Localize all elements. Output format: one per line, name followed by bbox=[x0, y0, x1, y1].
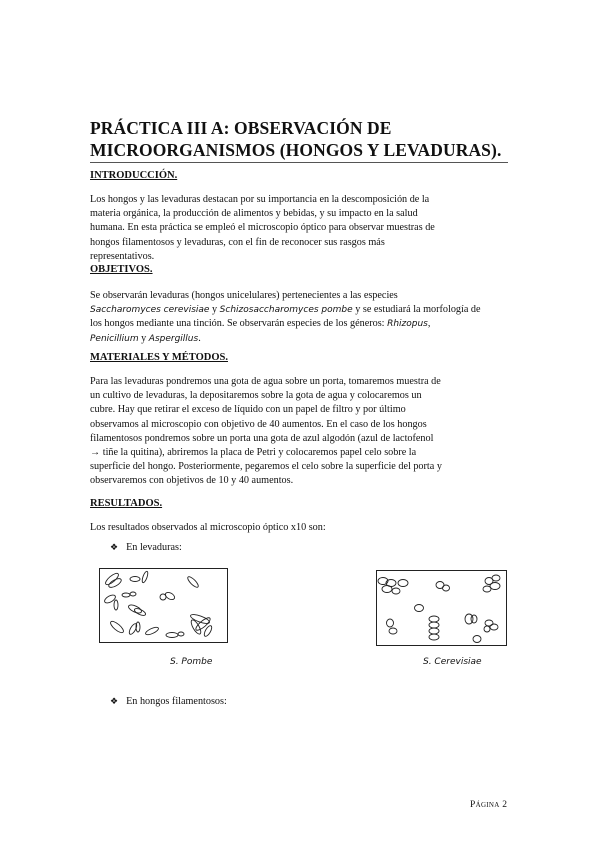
caption-s-cerevisiae: S. Cerevisiae bbox=[423, 657, 482, 667]
genus-name: Rhizopus bbox=[387, 319, 428, 330]
resultados-intro: Los resultados observados al microscopio óptico x10 son: bbox=[90, 522, 326, 533]
bullet-hongos-filamentosos bbox=[110, 696, 227, 707]
bullet-levaduras bbox=[110, 542, 182, 553]
text: y bbox=[209, 304, 220, 316]
text-line: un cultivo de levaduras, la depositaremos sobre la gota de agua y colocaremos un bbox=[90, 390, 422, 402]
text: los hongos mediante una tinción. Se observarán especies de los géneros: bbox=[90, 318, 388, 330]
text: y bbox=[138, 332, 149, 344]
text-line: materia orgánica, la producción de alimentos y bebidas, y su impacto en la salud bbox=[90, 208, 418, 220]
species-name: Saccharomyces cerevisiae bbox=[90, 305, 210, 316]
heading-resultados: RESULTADOS. bbox=[90, 498, 163, 509]
text: y se estudiará la morfología de bbox=[352, 304, 481, 316]
genus-name: Penicillium bbox=[90, 333, 139, 344]
text-line: Se observarán levaduras (hongos unicelulares) pertenecientes a las especies bbox=[90, 290, 398, 301]
text-line: observamos al microscopio con objetivo de 40 aumentos. En el caso de los hongos bbox=[90, 418, 427, 430]
title-line-1: PRÁCTICA III A: OBSERVACIÓN DE bbox=[90, 118, 392, 138]
paragraph-objetivos bbox=[90, 289, 520, 346]
s-pombe-drawing bbox=[99, 568, 228, 643]
caption-s-pombe: S. Pombe bbox=[170, 657, 213, 667]
text-line bbox=[90, 303, 520, 317]
title-line-2: MICROORGANISMOS (HONGOS Y LEVADURAS). bbox=[90, 140, 502, 160]
text: , bbox=[427, 318, 431, 330]
diamond-bullet-icon: ❖ bbox=[110, 542, 119, 552]
text-line: humana. En esta práctica se empleó el microscopio óptico para observar muestras de bbox=[90, 222, 435, 234]
bullet-text: En levaduras: bbox=[126, 542, 182, 553]
s-cerevisiae-drawing bbox=[376, 570, 507, 646]
yeast-cells bbox=[103, 571, 213, 638]
text-line bbox=[90, 332, 520, 346]
text-line bbox=[90, 317, 520, 331]
text-line: cubre. Hay que retirar el exceso de líquido con un papel de filtro y por último bbox=[90, 404, 406, 416]
text-line: superficie del hongo. Posteriormente, pegaremos el celo sobre la superficie del porta y bbox=[90, 461, 442, 473]
heading-introduccion: INTRODUCCIÓN. bbox=[90, 170, 178, 181]
text-line: hongos filamentosos y levaduras, con el fin de reconocer sus rasgos más bbox=[90, 236, 385, 248]
text-line: filamentosos pondremos sobre un porta una gota de azul algodón (azul de lactofenol bbox=[90, 432, 434, 444]
text: . bbox=[198, 332, 201, 344]
diamond-bullet-icon: ❖ bbox=[110, 696, 119, 706]
page-title bbox=[90, 117, 501, 161]
species-name: Schizosaccharomyces pombe bbox=[219, 305, 353, 316]
page-number: Página 2 bbox=[470, 800, 508, 810]
paragraph-materiales bbox=[90, 375, 520, 489]
text-line: Para las levaduras pondremos una gota de agua sobre un porta, tomaremos muestra de bbox=[90, 376, 441, 387]
yeast-cells bbox=[378, 575, 500, 643]
title-divider bbox=[90, 162, 508, 163]
paragraph-introduccion bbox=[90, 193, 520, 264]
text-line: → tiñe la quitina), abriremos la placa de Petri y colocaremos papel celo sobre la bbox=[90, 446, 417, 458]
bullet-text: En hongos filamentosos: bbox=[126, 696, 227, 707]
text-line: Los hongos y las levaduras destacan por su importancia en la descomposición de la bbox=[90, 194, 430, 205]
text-line: observaremos con objetivos de 10 y 40 aumentos. bbox=[90, 475, 294, 487]
text-line: representativos. bbox=[90, 250, 155, 262]
heading-materiales: MATERIALES Y MÉTODOS. bbox=[90, 352, 228, 363]
genus-name: Aspergillus bbox=[148, 333, 199, 344]
heading-objetivos: OBJETIVOS. bbox=[90, 264, 153, 275]
